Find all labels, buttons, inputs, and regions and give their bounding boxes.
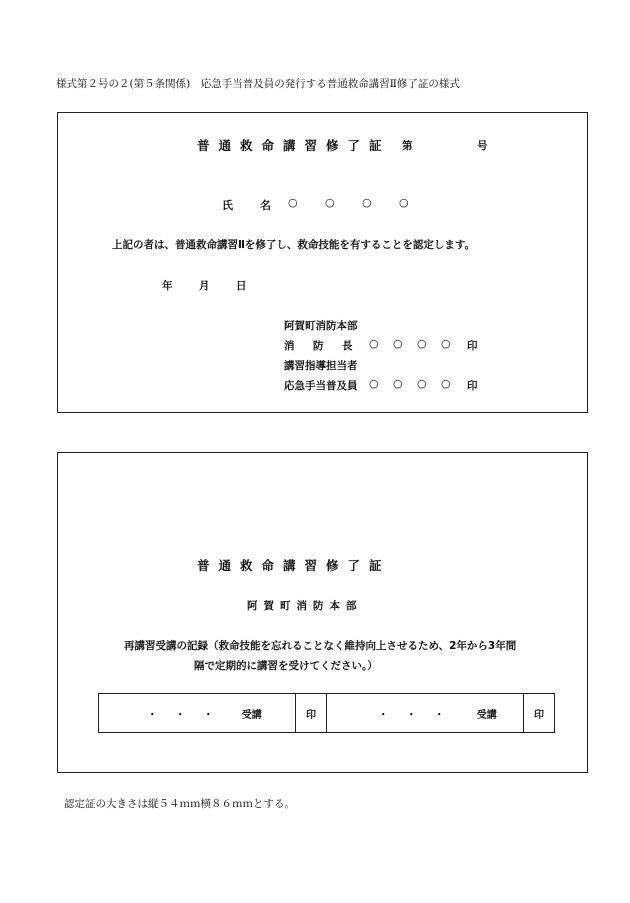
record-attend-1: 受講	[241, 709, 262, 721]
name-circle: ○	[325, 196, 335, 209]
record-dot: ・	[406, 709, 417, 721]
form-header: 様式第２号の２(第５条関係) 応急手当普及員の発行する普通救命講習Ⅱ修了証の様式	[56, 78, 460, 90]
instructor-circle: ○	[441, 377, 451, 390]
certificate-front	[57, 112, 588, 413]
date-year: 年	[162, 280, 173, 292]
record-note-line2: 隔で定期的に講習を受けてください。）	[194, 660, 378, 672]
date-month: 月	[199, 280, 210, 292]
instructor-circle: ○	[369, 377, 379, 390]
retraining-record-table	[98, 693, 555, 733]
record-dot: ・	[378, 709, 389, 721]
record-dot: ・	[175, 709, 186, 721]
chief-label: 消 防 長	[284, 340, 357, 352]
chief-circle: ○	[417, 337, 427, 350]
instructor-circle: ○	[417, 377, 427, 390]
instructor-seal: 印	[467, 380, 478, 392]
certificate-back	[57, 452, 588, 773]
back-title: 普通救命講習修了証	[197, 558, 391, 573]
name-circle: ○	[399, 196, 409, 209]
name-circle: ○	[288, 196, 298, 209]
instructor-label: 講習指導担当者	[284, 360, 358, 372]
record-date-cell-1	[99, 694, 296, 733]
size-note: 認定証の大きさは縦５４ｍｍ横８６ｍｍとする。	[64, 798, 295, 810]
name-label: 氏 名	[222, 199, 279, 212]
chief-name-placeholder	[369, 337, 465, 350]
instructor-name-placeholder	[369, 377, 465, 390]
record-dot: ・	[434, 709, 445, 721]
record-seal-1: 印	[296, 694, 327, 733]
instructor-role-label: 応急手当普及員	[284, 380, 358, 392]
issuing-org: 阿賀町消防本部	[284, 320, 358, 332]
name-placeholder	[288, 196, 436, 209]
record-dot: ・	[147, 709, 158, 721]
certification-statement: 上記の者は、普通救命講習Ⅱを修了し、救命技能を有することを認定します。	[112, 239, 476, 251]
instructor-circle: ○	[393, 377, 403, 390]
number-suffix: 号	[477, 140, 488, 152]
chief-circle: ○	[393, 337, 403, 350]
record-note-line1: 再講習受講の記録（救命技能を忘れることなく維持向上させるため、2年から3年間	[124, 640, 517, 652]
record-dot: ・	[203, 709, 214, 721]
chief-seal: 印	[467, 340, 478, 352]
front-title: 普通救命講習修了証	[197, 138, 391, 153]
chief-circle: ○	[369, 337, 379, 350]
record-seal-2: 印	[524, 694, 555, 733]
date-day: 日	[236, 280, 247, 292]
name-circle: ○	[362, 196, 372, 209]
record-attend-2: 受講	[476, 709, 497, 721]
record-date-cell-2	[326, 694, 523, 733]
number-prefix: 第	[402, 140, 413, 152]
back-org: 阿賀町消防本部	[247, 600, 363, 612]
chief-circle: ○	[441, 337, 451, 350]
